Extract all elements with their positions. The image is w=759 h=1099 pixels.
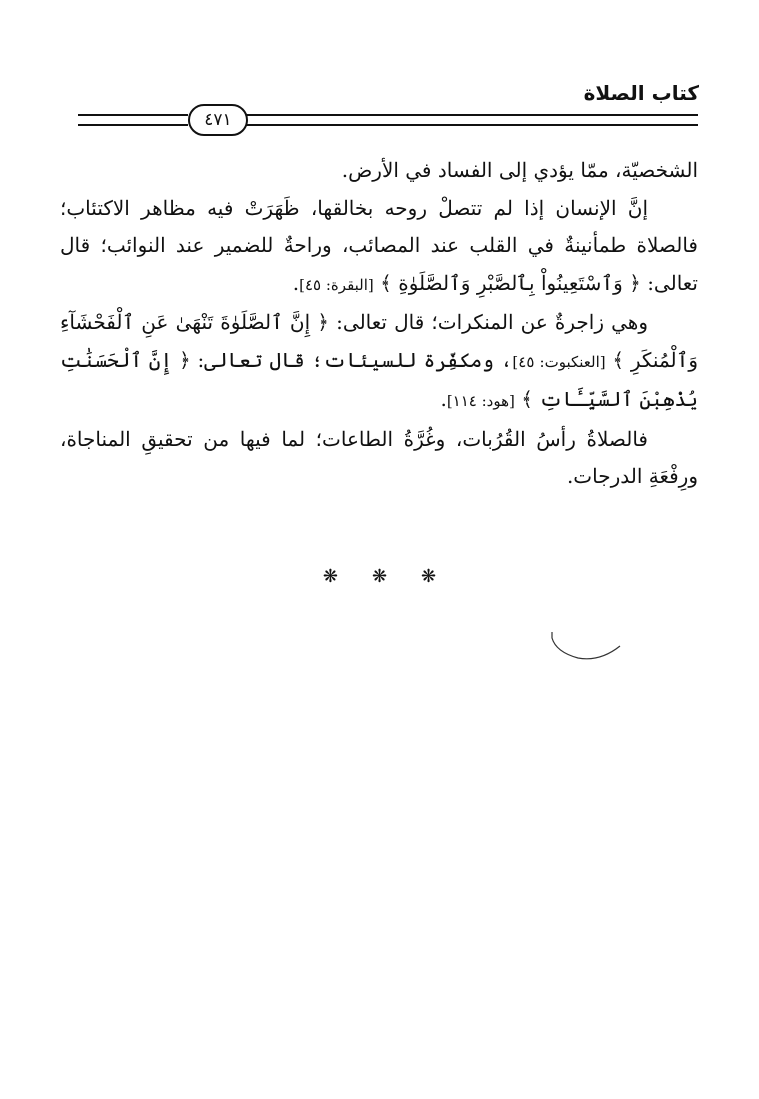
quran-verse: ﴿ إِنَّ ٱلْحَسَنَٰتِ يُذْهِبْنَ ٱلسَّيِّـَٔاتِ ﴾ xyxy=(60,347,698,411)
paragraph-3-end: . xyxy=(440,387,447,411)
quran-verse: ﴿ إِنَّ ٱلصَّلَوٰةَ تَنْهَىٰ عَنِ ٱلْفَحْشَآءِ وَٱلْمُنكَرِ ﴾ xyxy=(60,310,699,372)
paragraph-4 xyxy=(60,421,698,496)
paragraph-3 xyxy=(60,304,698,421)
paragraph-1-text: الشخصيّة، ممّا يؤدي إلى الفساد في الأرض. xyxy=(341,158,698,182)
header-rule-right xyxy=(246,114,698,126)
scan-mark xyxy=(548,626,628,666)
paragraph-2-end: . xyxy=(292,270,300,295)
header-rule-left xyxy=(78,114,188,126)
paragraph-2-text: إنَّ الإنسان إذا لم تتصلْ روحه بخالقها، ظَهَرَتْ فيه مظاهر الاكتئاب؛ فالصلاة طمأنينةٌ في القلب عند المصائب، وراحةٌ للضمير عند النوائب؛ قال تعالى: xyxy=(60,195,698,295)
running-title: كتاب الصلاة xyxy=(583,81,699,105)
paragraph-4-text: فالصلاةُ رأسُ القُرُبات، وغُرَّةُ الطاعات؛ لما فيها من تحقيقِ المناجاة، ورِفْعَةِ الدرجات. xyxy=(60,426,698,488)
paragraph-3-intro: وهي زاجرةٌ عن المنكرات؛ قال تعالى: xyxy=(336,310,649,334)
section-separator: ❋❋❋ xyxy=(322,566,471,587)
paragraph-2 xyxy=(60,190,698,305)
verse-reference: [البقرة: ٤٥] xyxy=(299,275,374,294)
verse-reference: [هود: ١١٤] xyxy=(446,392,515,410)
paragraph-1 xyxy=(60,152,698,190)
paragraph-3-middle: ، ومكفِّرة للسيئات؛ قال تعالى: xyxy=(197,347,513,372)
quran-verse: ﴿ وَٱسْتَعِينُواْ بِٱلصَّبْرِ وَٱلصَّلَوٰةِ ﴾ xyxy=(380,270,641,295)
page-number: ٤٧١ xyxy=(188,104,248,136)
verse-reference: [العنكبوت: ٤٥] xyxy=(512,352,606,371)
body-text xyxy=(60,152,698,496)
